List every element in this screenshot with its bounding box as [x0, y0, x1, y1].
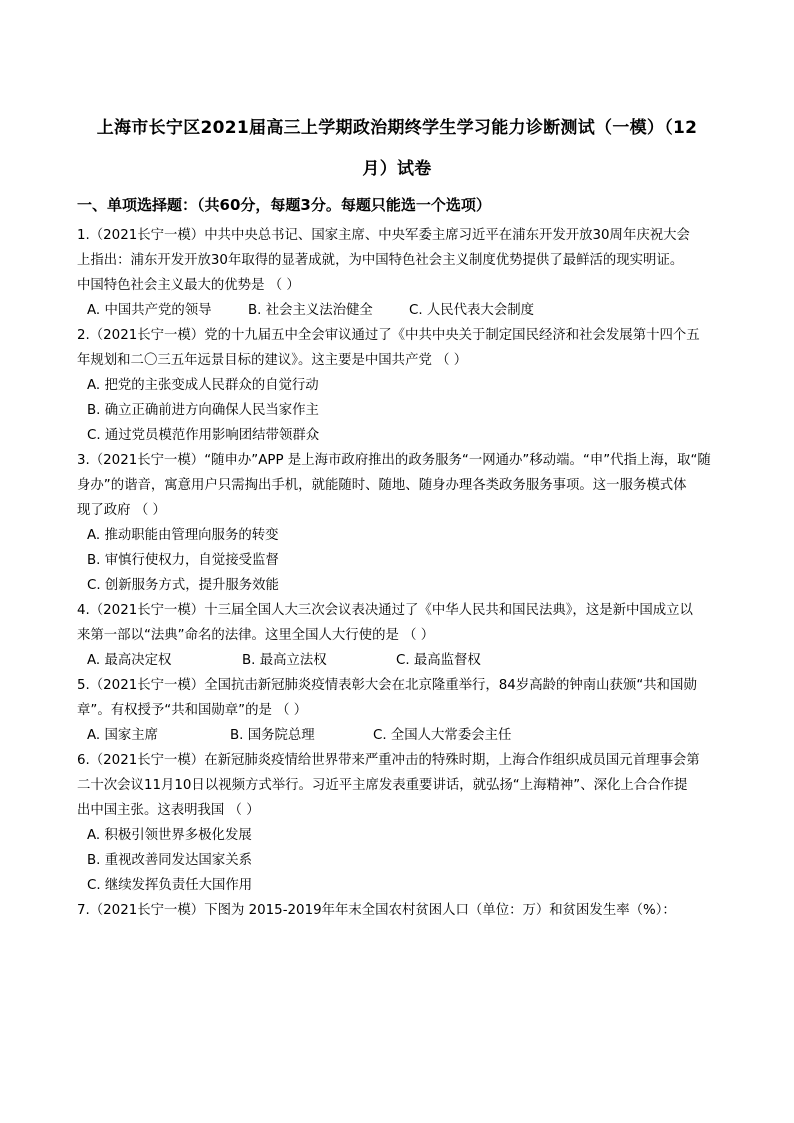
question-2-option-c: C. 通过党员模范作用影响团结带领群众 [87, 428, 320, 443]
document-title-line-2: 月）试卷 [362, 159, 432, 179]
question-2-option-b: B. 确立正确前进方向确保人民当家作主 [87, 403, 319, 418]
question-3-option-a: A. 推动职能由管理向服务的转变 [87, 528, 279, 543]
question-4-line-2: 来第一部以“法典”命名的法律。这里全国人大行使的是 （ ） [77, 628, 435, 643]
question-3-line-1: 3.（2021长宁一模）“随申办”APP 是上海市政府推出的政务服务“一网通办”移动端。“申”代指上海，取“随 [77, 453, 711, 468]
question-5-line-2: 章”。有权授予“共和国勋章”的是 （ ） [77, 703, 308, 718]
question-2-line-1: 2.（2021长宁一模）党的十九届五中全会审议通过了《中共中央关于制定国民经济和社会发展第十四个五 [77, 328, 700, 343]
question-6-line-2: 二十次会议11月10日以视频方式举行。习近平主席发表重要讲话，就弘扬“上海精神”、深化上合合作提 [77, 778, 688, 793]
question-6-line-1: 6.（2021长宁一模）在新冠肺炎疫情给世界带来严重冲击的特殊时期，上海合作组织成员国元首理事会第 [77, 753, 700, 768]
document-title-line-1: 上海市长宁区2021届高三上学期政治期终学生学习能力诊断测试（一模）（12 [96, 118, 698, 138]
question-4-option-c: C. 最高监督权 [396, 653, 481, 668]
question-4-line-1: 4.（2021长宁一模）十三届全国人大三次会议表决通过了《中华人民共和国民法典》，这是新中国成立以 [77, 603, 693, 618]
question-1-option-c: C. 人民代表大会制度 [409, 303, 534, 318]
question-5-option-b: B. 国务院总理 [230, 728, 315, 743]
question-5-line-1: 5.（2021长宁一模）全国抗击新冠肺炎疫情表彰大会在北京隆重举行，84岁高龄的钟南山获颁“共和国勋 [77, 678, 697, 693]
question-1-line-3: 中国特色社会主义最大的优势是 （ ） [77, 278, 300, 293]
question-4-option-b: B. 最高立法权 [242, 653, 327, 668]
question-6-option-c: C. 继续发挥负责任大国作用 [87, 878, 253, 893]
question-2-option-a: A. 把党的主张变成人民群众的自觉行动 [87, 378, 319, 393]
question-5-option-c: C. 全国人大常委会主任 [373, 728, 512, 743]
question-3-option-b: B. 审慎行使权力，自觉接受监督 [87, 553, 279, 568]
question-2-line-2: 年规划和二〇三五年远景目标的建议》。这主要是中国共产党 （ ） [77, 353, 468, 368]
question-6-line-3: 出中国主张。这表明我国 （ ） [77, 803, 260, 818]
section-heading: 一、单项选择题：（共60分，每题3分。每题只能选一个选项） [77, 196, 491, 214]
question-6-option-a: A. 积极引领世界多极化发展 [87, 828, 252, 843]
question-5-option-a: A. 国家主席 [87, 728, 158, 743]
question-6-option-b: B. 重视改善同发达国家关系 [87, 853, 252, 868]
question-3-line-2: 身办”的谐音，寓意用户只需掏出手机，就能随时、随地、随身办理各类政务服务事项。这一服务模式体 [77, 478, 687, 493]
question-3-option-c: C. 创新服务方式，提升服务效能 [87, 578, 279, 593]
question-7-line-1: 7.（2021长宁一模）下图为 2015-2019年年末全国农村贫困人口（单位：万）和贫困发生率（%）： [77, 903, 676, 918]
question-1-option-b: B. 社会主义法治健全 [248, 303, 373, 318]
question-3-line-3: 现了政府 （ ） [77, 503, 166, 518]
question-1-line-2: 上指出：浦东开发开放30年取得的显著成就，为中国特色社会主义制度优势提供了最鲜活的现实明证。 [77, 253, 684, 268]
question-1-line-1: 1.（2021长宁一模）中共中央总书记、国家主席、中央军委主席习近平在浦东开发开放30周年庆祝大会 [77, 228, 690, 243]
question-4-option-a: A. 最高决定权 [87, 653, 172, 668]
question-1-option-a: A. 中国共产党的领导 [87, 303, 212, 318]
